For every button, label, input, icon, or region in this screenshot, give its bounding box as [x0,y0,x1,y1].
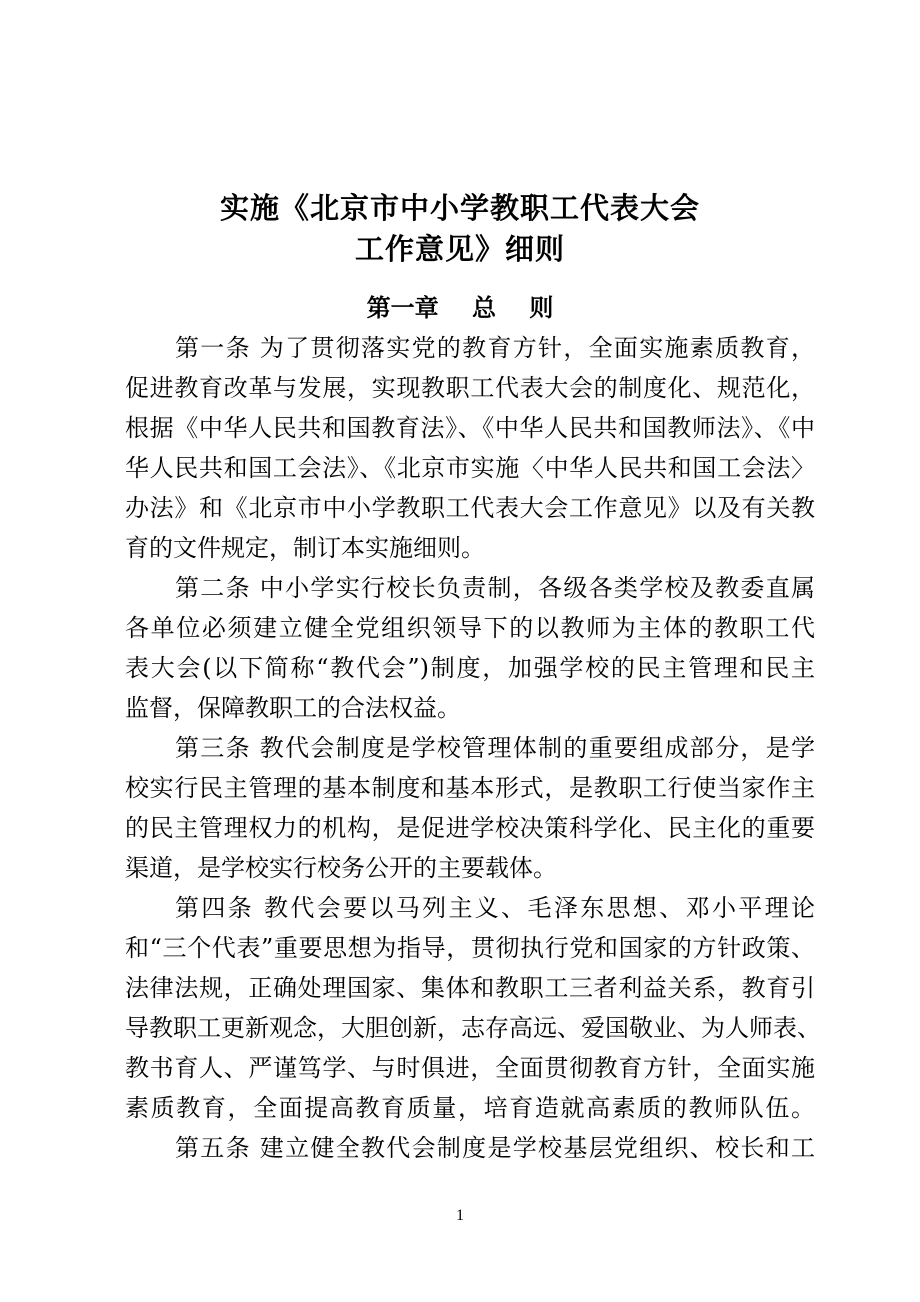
body-line: 第二条 中小学实行校长负责制，各级各类学校及教委直属 [175,574,815,602]
body-line: 第一条 为了贯彻落实党的教育方针，全面实施素质教育， [175,334,815,362]
body-line: 渠道，是学校实行校务公开的主要载体。 [125,854,557,882]
body-line: 根据《中华人民共和国教育法》、《中华人民共和国教师法》、《中 [125,414,815,442]
body-line: 第四条 教代会要以马列主义、毛泽东思想、邓小平理论 [175,894,815,922]
body-line: 的民主管理权力的机构，是促进学校决策科学化、民主化的重要 [125,814,815,842]
body-line: 法律法规，正确处理国家、集体和教职工三者利益关系，教育引 [125,974,815,1002]
body-line: 素质教育，全面提高教育质量，培育造就高素质的教师队伍。 [125,1094,815,1122]
chapter-heading: 第一章 总 则 [366,294,554,322]
body-line: 监督，保障教职工的合法权益。 [125,694,461,722]
document-title-line-1: 实施《北京市中小学教职工代表大会 [219,191,700,225]
body-line: 各单位必须建立健全党组织领导下的以教师为主体的教职工代 [125,614,815,642]
body-line: 第五条 建立健全教代会制度是学校基层党组织、校长和工 [175,1134,815,1162]
body-line: 表大会(以下简称“教代会”)制度，加强学校的民主管理和民主 [125,654,815,682]
body-line: 和“三个代表”重要思想为指导，贯彻执行党和国家的方针政策、 [125,934,815,962]
document-title-line-2: 工作意见》细则 [354,232,565,266]
body-line: 促进教育改革与发展，实现教职工代表大会的制度化、规范化， [125,374,815,402]
body-line: 第三条 教代会制度是学校管理体制的重要组成部分，是学 [175,734,815,762]
body-line: 导教职工更新观念，大胆创新，志存高远、爱国敬业、为人师表、 [125,1014,821,1042]
body-line: 华人民共和国工会法》、《北京市实施〈中华人民共和国工会法〉 [125,454,815,482]
body-line: 校实行民主管理的基本制度和基本形式，是教职工行使当家作主 [125,774,815,802]
body-line: 教书育人、严谨笃学、与时俱进，全面贯彻教育方针，全面实施 [125,1054,815,1082]
page-number: 1 [456,1207,464,1224]
body-line: 办法》和《北京市中小学教职工代表大会工作意见》以及有关教 [125,494,815,522]
body-line: 育的文件规定，制订本实施细则。 [125,534,485,562]
